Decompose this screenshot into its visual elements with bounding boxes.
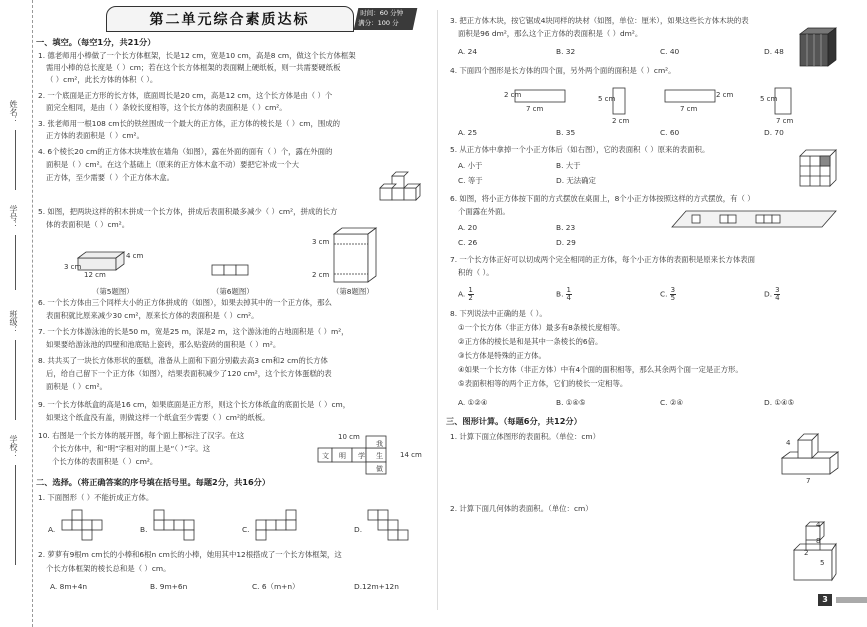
c7-d-den: 4: [775, 294, 780, 302]
c4-opt-c: C. 60: [660, 128, 680, 137]
c6-opt-d: D. 29: [556, 238, 576, 247]
section-1-header: 一、填空。（每空1分，共21分）: [36, 37, 156, 47]
school-label: 学校：: [9, 435, 18, 459]
class-line: [15, 340, 16, 420]
q4-cubes-figure: [378, 170, 424, 204]
choice-3-line2: 面积是96 dm²，那么这个正方体的表面积是（ ）dm²。: [458, 29, 643, 38]
q10-line3: 个长方体的表面积是（ ）cm²。: [52, 457, 158, 466]
column-divider: [437, 10, 438, 610]
q8-line1: 8. 共共买了一块长方体形状的蛋糕，准备从上面和下面分别截去高3 cm和2 cm的长方体: [38, 356, 328, 365]
c5-cube-figure: [798, 148, 838, 188]
c8-item-2: ②正方体的棱长是和是其中一条棱长的6倍。: [458, 337, 603, 346]
choice-7-line1: 7. 一个长方体正好可以切成两个完全相同的正方体，每个小正方体的表面积是原来长方体表面: [450, 255, 756, 264]
p1-label-7: 7: [806, 477, 811, 485]
c7-c-den: 5: [670, 294, 676, 302]
q9-line1: 9. 一个长方体纸盒的高是16 cm，如果底面是正方形，则这个长方体纸盒的底面长是（ ）cm，: [38, 400, 351, 409]
p2-label-4: 4: [816, 521, 821, 529]
c2-opt-d: D.12m+12n: [354, 582, 399, 591]
c7-b-den: 4: [566, 294, 572, 302]
q10-side-label: 14 cm: [400, 451, 422, 459]
student-id-line: [15, 235, 16, 290]
q10-top-label: 10 cm: [338, 433, 360, 441]
c7-a-num: 1: [468, 286, 473, 294]
choice-3-line1: 3. 把正方体木块，按它锯成4块同样的块材（如图，单位：厘米），如果这些长方体木块的表: [450, 16, 749, 25]
q5-length-label: 12 cm: [84, 271, 106, 279]
c8-opt-b: B. ①④⑤: [556, 398, 586, 407]
q6-three-cubes-figure: [210, 262, 254, 276]
c7-opt-a: [458, 287, 474, 302]
section-3-header: 三、图形计算。（每题6分，共12分）: [446, 416, 582, 426]
q3-line1: 3. 张老师用一根108 cm长的铁丝围成一个最大的正方体，正方体的棱长是（ ）cm，围成的: [38, 119, 341, 128]
c5-opt-c: C. 等于: [458, 176, 483, 185]
c3-wood-block-figure: [798, 26, 838, 68]
c7-opt-d-key: D.: [764, 289, 773, 299]
problem-1-stem: 1. 计算下面立体图形的表面积。（单位：cm）: [450, 432, 600, 441]
c8-opt-c: C. ②④: [660, 398, 684, 407]
q10-line1: 10. 右图是一个长方体的展开图，每个面上都标注了汉字。在这: [38, 431, 245, 440]
c7-d-num: 3: [775, 286, 780, 294]
p1-label-4: 4: [786, 439, 791, 447]
q3-line2: 正方体的表面积是（ ）cm²。: [46, 131, 144, 140]
q5-caption: （第5题图）: [92, 287, 134, 296]
school-line: [15, 465, 16, 565]
c4-lbl-7: 5 cm: [760, 95, 778, 103]
choice-8-stem: 8. 下列说法中正确的是（ ）。: [450, 309, 547, 318]
choice-5-stem: 5. 从正方体中拿掉一个小正方体后（如右图），它的表面积（ ）原来的表面积。: [450, 145, 710, 154]
q8-caption: （第8题图）: [332, 287, 374, 296]
c5-opt-b: B. 大于: [556, 161, 581, 170]
name-label: 姓名：: [9, 100, 18, 124]
c7-opt-d-fraction: [774, 287, 780, 302]
p2-label-8: 8: [816, 537, 821, 545]
c8-opt-a: A. ①②④: [458, 398, 488, 407]
c4-lbl-1: 2 cm: [504, 91, 522, 99]
q1-line3: （ ）cm²，此长方体的体积（ ）。: [46, 75, 158, 84]
q4-line2: 面积是（ ）cm²。在这个基础上（原来的正方体木盒不动）要把它补成一个大: [46, 160, 300, 169]
name-line: [15, 130, 16, 190]
c4-rectangles-figure: [505, 86, 835, 120]
net-char-wen: 文: [322, 452, 329, 460]
c4-lbl-6: 2 cm: [716, 91, 734, 99]
choice-6-line2: 个面露在外面。: [458, 207, 510, 216]
q8-bottom-label: 2 cm: [312, 271, 330, 279]
c4-lbl-4: 2 cm: [612, 117, 630, 125]
c8-item-1: ①一个长方体（非正方体）最多有8条棱长度相等。: [458, 323, 625, 332]
q6-line2: 表面积就比原来减少30 cm²，原来长方体的表面积是（ ）cm²。: [46, 311, 259, 320]
c6-opt-b: B. 23: [556, 223, 576, 232]
c1-net-a: [60, 508, 106, 542]
choice-2-line2: 个长方体框架的棱长总和是（ ）cm。: [46, 564, 171, 573]
q1-line1: 1. 德老师用小棒做了一个长方体框架，长是12 cm，宽是10 cm，高是8 cm，做这个长方体框架: [38, 51, 356, 60]
c1-opt-a: A.: [48, 525, 56, 534]
page-number: 3: [818, 594, 832, 606]
c1-opt-b: B.: [140, 525, 148, 534]
c1-net-d: [366, 508, 412, 542]
q6-caption: （第6题图）: [212, 287, 254, 296]
q1-line2: 需用小棒的总长度是（ ）cm；若在这个长方体框架的表面糊上硬纸板，则一共需要硬纸板: [46, 63, 341, 72]
c4-lbl-3: 5 cm: [598, 95, 616, 103]
c3-opt-c: C. 40: [660, 47, 680, 56]
c8-item-4: ④如果一个长方体（非正方体）中有4个面的面积相等，那么其余两个面一定是正方形。: [458, 365, 743, 374]
c4-lbl-8: 7 cm: [776, 117, 794, 125]
choice-2-line1: 2. 萝萝有9根m cm长的小棒和6根n cm长的小棒，她用其中12根搭成了一个长方体框架，这: [38, 550, 342, 559]
choice-7-line2: 积的（ ）。: [458, 268, 494, 277]
c7-opt-a-fraction: [468, 287, 474, 302]
c3-opt-a: A. 24: [458, 47, 478, 56]
c5-opt-a: A. 小于: [458, 161, 483, 170]
q7-line2: 如果要给游泳池的四壁和池底贴上瓷砖，那么贴瓷砖的面积是（ ）m²。: [46, 340, 281, 349]
c4-lbl-2: 7 cm: [526, 105, 544, 113]
q5-width-label: 4 cm: [126, 252, 144, 260]
c7-a-den: 2: [468, 294, 473, 302]
c2-opt-a: A. 8m+4n: [50, 582, 88, 591]
c7-c-num: 3: [670, 286, 676, 294]
p2-label-2: 2: [804, 549, 809, 557]
q5-line1: 5. 如图，把两块这样的积木拼成一个长方体，拼成后表面积最多减少（ ）cm²，拼成的长方: [38, 207, 338, 216]
q4-line3: 正方体，至少需要（ ）个正方体木盒。: [46, 173, 174, 182]
class-label: 班级：: [9, 310, 18, 334]
q8-top-label: 3 cm: [312, 238, 330, 246]
c6-opt-a: A. 20: [458, 223, 478, 232]
score-box: [354, 8, 418, 30]
q2-line2: 面完全相同，是由（ ）条较长度相等，这个长方体的表面积是（ ）cm²。: [46, 103, 287, 112]
c1-opt-d: D.: [354, 525, 363, 534]
q5-height-label: 3 cm: [64, 263, 82, 271]
c8-item-3: ③长方体是特殊的正方体。: [458, 351, 546, 360]
problem-2-stem: 2. 计算下面几何体的表面积。（单位：cm）: [450, 504, 593, 513]
q7-line1: 7. 一个长方体游泳池的长是50 m，宽是25 m，深是2 m，这个游泳池的占地面积是（ ）m²，: [38, 327, 349, 336]
choice-6-line1: 6. 如图，将小正方体按下面的方式摆放在桌面上，8个小正方体按照这样的方式摆放，有（ ）: [450, 194, 755, 203]
c4-opt-d: D. 70: [764, 128, 784, 137]
q8-cake-figure: [330, 226, 380, 284]
q9-line2: 如果这个纸盒没有盖，则做这样一个纸盒至少需要（ ）cm²的纸板。: [46, 413, 270, 422]
c4-opt-a: A. 25: [458, 128, 478, 137]
c6-cubes-table-figure: [670, 205, 840, 231]
c7-opt-a-key: A.: [458, 289, 466, 299]
c6-opt-c: C. 26: [458, 238, 478, 247]
page-title: 第二单元综合素质达标: [149, 12, 310, 28]
net-char-xue: 学: [358, 452, 365, 460]
p2-label-5: 5: [820, 559, 825, 567]
choice-4-stem: 4. 下面四个图形是长方体的四个面，另外两个面的面积是（ ）cm²。: [450, 66, 676, 75]
c7-opt-c-key: C.: [660, 289, 668, 299]
c8-opt-d: D. ①④⑤: [764, 398, 795, 407]
c3-opt-b: B. 32: [556, 47, 576, 56]
c7-opt-c: [660, 287, 676, 302]
q10-line2: 个长方体中，和“明”字相对的面上是“（ ）”字。这: [52, 444, 211, 453]
time-limit: 时间：60 分钟: [360, 9, 404, 17]
page-number-bar: [836, 597, 867, 603]
net-char-sheng: 生: [376, 452, 383, 460]
q4-line1: 4. 6个棱长20 cm的正方体木块堆放在墙角（如图），露在外面的面有（ ）个，露在外面的: [38, 147, 333, 156]
q6-line1: 6. 一个长方体由三个同样大小的正方体拼成的（如图），如果去掉其中的一个正方体，那么: [38, 298, 332, 307]
c7-opt-b: [556, 287, 572, 302]
q5-line2: 体的表面积是（ ）cm²。: [46, 220, 130, 229]
c3-opt-d: D. 48: [764, 47, 784, 56]
c1-net-c: [254, 508, 300, 542]
c7-b-num: 1: [566, 286, 572, 294]
c1-opt-c: C.: [242, 525, 250, 534]
full-score: 满分：100 分: [358, 19, 399, 27]
net-char-ming: 明: [339, 452, 346, 460]
c7-opt-d: [764, 287, 780, 302]
net-char-zuo: 做: [376, 465, 383, 473]
choice-1-stem: 1. 下面图形（ ）不能折成正方体。: [38, 493, 154, 502]
student-id-label: 学号：: [9, 205, 18, 229]
c7-opt-b-fraction: [566, 287, 572, 302]
c1-net-b: [152, 508, 198, 542]
p1-solid-figure: [778, 428, 840, 482]
c8-item-5: ⑤表面积相等的两个正方体，它们的棱长一定相等。: [458, 379, 628, 388]
c7-opt-b-key: B.: [556, 289, 564, 299]
c5-opt-d: D. 无法确定: [556, 176, 596, 185]
section-2-header: 二、选择。（将正确答案的序号填在括号里。每题2分，共16分）: [36, 477, 271, 487]
p2-geometry-figure: [790, 520, 840, 584]
q8-line3: 面积是（ ）cm²。: [46, 382, 107, 391]
c2-opt-b: B. 9m+6n: [150, 582, 188, 591]
q8-line2: 后，给自己留下一个正方体（如图），结果表面积减少了120 cm²，这个长方体蛋糕的表: [46, 369, 332, 378]
c7-opt-c-fraction: [670, 287, 676, 302]
c2-opt-c: C. 6（m+n）: [252, 582, 300, 591]
q2-line1: 2. 一个底面是正方形的长方体，底面周长是20 cm，高是12 cm，这个长方体是由（ ）个: [38, 91, 333, 100]
net-char-wo: 我: [376, 440, 383, 448]
c4-opt-b: B. 35: [556, 128, 576, 137]
c4-lbl-5: 7 cm: [680, 105, 698, 113]
